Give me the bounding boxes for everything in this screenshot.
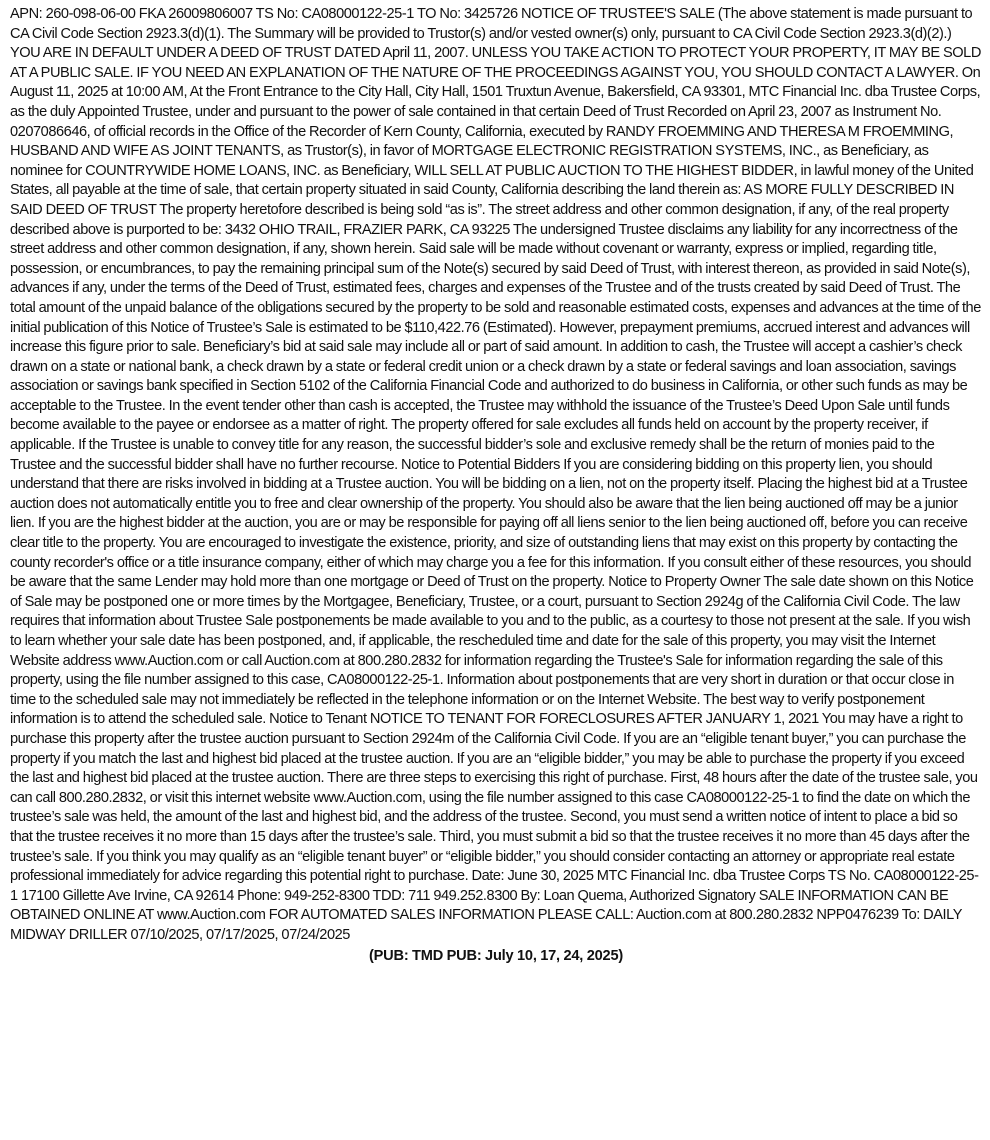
- legal-notice: [10, 5, 982, 966]
- publication-dates-footer: (PUB: TMD PUB: July 10, 17, 24, 2025): [368, 947, 624, 964]
- notice-body-text: APN: 260-098-06-00 FKA 26009806007 TS No: CA08000122-25-1 TO No: 3425726 NOTICE OF TRUSTEE'S SALE (The above statement is made pursuant to CA Civil Code Section 2923.3(d)(1). The Summary will be provided to Trustor(s) and/or vested owner(s) only, pursuant to CA Civil Code Section 2923.3(d)(2).) YOU ARE IN DEFAULT UNDER A DEED OF TRUST DATED April 11, 2007. UNLESS YOU TAKE ACTION TO PROTECT YOUR PROPERTY, IT MAY BE SOLD AT A PUBLIC SALE. IF YOU NEED AN EXPLANATION OF THE NATURE OF THE PROCEEDINGS AGAINST YOU, YOU SHOULD CONTACT A LAWYER. On August 11, 2025 at 10:00 AM, At the Front Entrance to the City Hall, City Hall, 1501 Truxtun Avenue, Bakersfield, CA 93301, MTC Financial Inc. dba Trustee Corps, as the duly Appointed Trustee, under and pursuant to the power of sale contained in that certain Deed of Trust Recorded on April 23, 2007 as Instrument No. 0207086646, of official records in the Office of the Recorder of Kern County, California, executed by RANDY FROEMMING AND THERESA M FROEMMING, HUSBAND AND WIFE AS JOINT TENANTS, as Trustor(s), in favor of MORTGAGE ELECTRONIC REGISTRATION SYSTEMS, INC., as Beneficiary, as nominee for COUNTRYWIDE HOME LOANS, INC. as Beneficiary, WILL SELL AT PUBLIC AUCTION TO THE HIGHEST BIDDER, in lawful money of the United States, all payable at the time of sale, that certain property situated in said County, California describing the land therein as: AS MORE FULLY DESCRIBED IN SAID DEED OF TRUST The property heretofore described is being sold “as is”. The street address and other common designation, if any, of the real property described above is purported to be: 3432 OHIO TRAIL, FRAZIER PARK, CA 93225 The undersigned Trustee disclaims any liability for any incorrectness of the street address and other common designation, if any, shown herein. Said sale will be made without covenant or warranty, express or implied, regarding title, possession, or encumbrances, to pay the remaining principal sum of the Note(s) secured by said Deed of Trust, with interest thereon, as provided in said Note(s), advances if any, under the terms of the Deed of Trust, estimated fees, charges and expenses of the Trustee and of the trusts created by said Deed of Trust. The total amount of the unpaid balance of the obligations secured by the property to be sold and reasonable estimated costs, expenses and advances at the time of the initial publication of this Notice of Trustee’s Sale is estimated to be $110,422.76 (Estimated). However, prepayment premiums, accrued interest and advances will increase this figure prior to sale. Beneficiary’s bid at said sale may include all or part of said amount. In addition to cash, the Trustee will accept a cashier’s check drawn on a state or national bank, a check drawn by a state or federal credit union or a check drawn by a state or federal savings and loan association, savings association or savings bank specified in Section 5102 of the California Financial Code and authorized to do business in California, or other such funds as may be acceptable to the Trustee. In the event tender other than cash is accepted, the Trustee may withhold the issuance of the Trustee’s Deed Upon Sale until funds become available to the payee or endorsee as a matter of right. The property offered for sale excludes all funds held on account by the property receiver, if applicable. If the Trustee is unable to convey title for any reason, the successful bidder’s sole and exclusive remedy shall be the return of monies paid to the Trustee and the successful bidder shall have no further recourse. Notice to Potential Bidders If you are considering bidding on this property lien, you should understand that there are risks involved in bidding at a Trustee auction. You will be bidding on a lien, not on the property itself. Placing the highest bid at a Trustee auction does not automatically entitle you to free and clear ownership of the property. You should also be aware that the lien being auctioned off may be a junior lien. If you are the highest bidder at the auction, you are or may be responsible for paying off all liens senior to the lien being auctioned off, before you can receive clear title to the property. You are encouraged to investigate the existence, priority, and size of outstanding liens that may exist on this property by contacting the county recorder's office or a title insurance company, either of which may charge you a fee for this information. If you consult either of these resources, you should be aware that the same Lender may hold more than one mortgage or Deed of Trust on the property. Notice to Property Owner The sale date shown on this Notice of Sale may be postponed one or more times by the Mortgagee, Beneficiary, Trustee, or a court, pursuant to Section 2924g of the California Civil Code. The law requires that information about Trustee Sale postponements be made available to you and to the public, as a courtesy to those not present at the sale. If you wish to learn whether your sale date has been postponed, and, if applicable, the rescheduled time and date for the sale of this property, you may visit the Internet Website address www.Auction.com or call Auction.com at 800.280.2832 for information regarding the Trustee's Sale for information regarding the sale of this property, using the file number assigned to this case, CA08000122-25-1. Information about postponements that are very short in duration or that occur close in time to the scheduled sale may not immediately be reflected in the telephone information or on the Internet Website. The best way to verify postponement information is to attend the scheduled sale. Notice to Tenant NOTICE TO TENANT FOR FORECLOSURES AFTER JANUARY 1, 2021 You may have a right to purchase this property after the trustee auction pursuant to Section 2924m of the California Civil Code. If you are an “eligible tenant buyer,” you can purchase the property if you match the last and highest bid placed at the trustee auction. If you are an “eligible bidder,” you may be able to purchase the property if you exceed the last and highest bid placed at the trustee auction. There are three steps to exercising this right of purchase. First, 48 hours after the date of the trustee sale, you can call 800.280.2832, or visit this internet website www.Auction.com, using the file number assigned to this case CA08000122-25-1 to find the date on which the trustee’s sale was held, the amount of the last and highest bid, and the address of the trustee. Second, you must send a written notice of intent to place a bid so that the trustee receives it no more than 15 days after the trustee’s sale. Third, you must submit a bid so that the trustee receives it no more than 45 days after the trustee’s sale. If you think you may qualify as an “eligible tenant buyer” or “eligible bidder,” you should consider contacting an attorney or appropriate real estate professional immediately for advice regarding this potential right to purchase. Date: June 30, 2025 MTC Financial Inc. dba Trustee Corps TS No. CA08000122-25-1 17100 Gillette Ave Irvine, CA 92614 Phone: 949-252-8300 TDD: 711 949.252.8300 By: Loan Quema, Authorized Signatory SALE INFORMATION CAN BE OBTAINED ONLINE AT www.Auction.com FOR AUTOMATED SALES INFORMATION PLEASE CALL: Auction.com at 800.280.2832 NPP0476239 To: DAILY MIDWAY DRILLER 07/10/2025, 07/17/2025, 07/24/2025: [10, 6, 981, 943]
